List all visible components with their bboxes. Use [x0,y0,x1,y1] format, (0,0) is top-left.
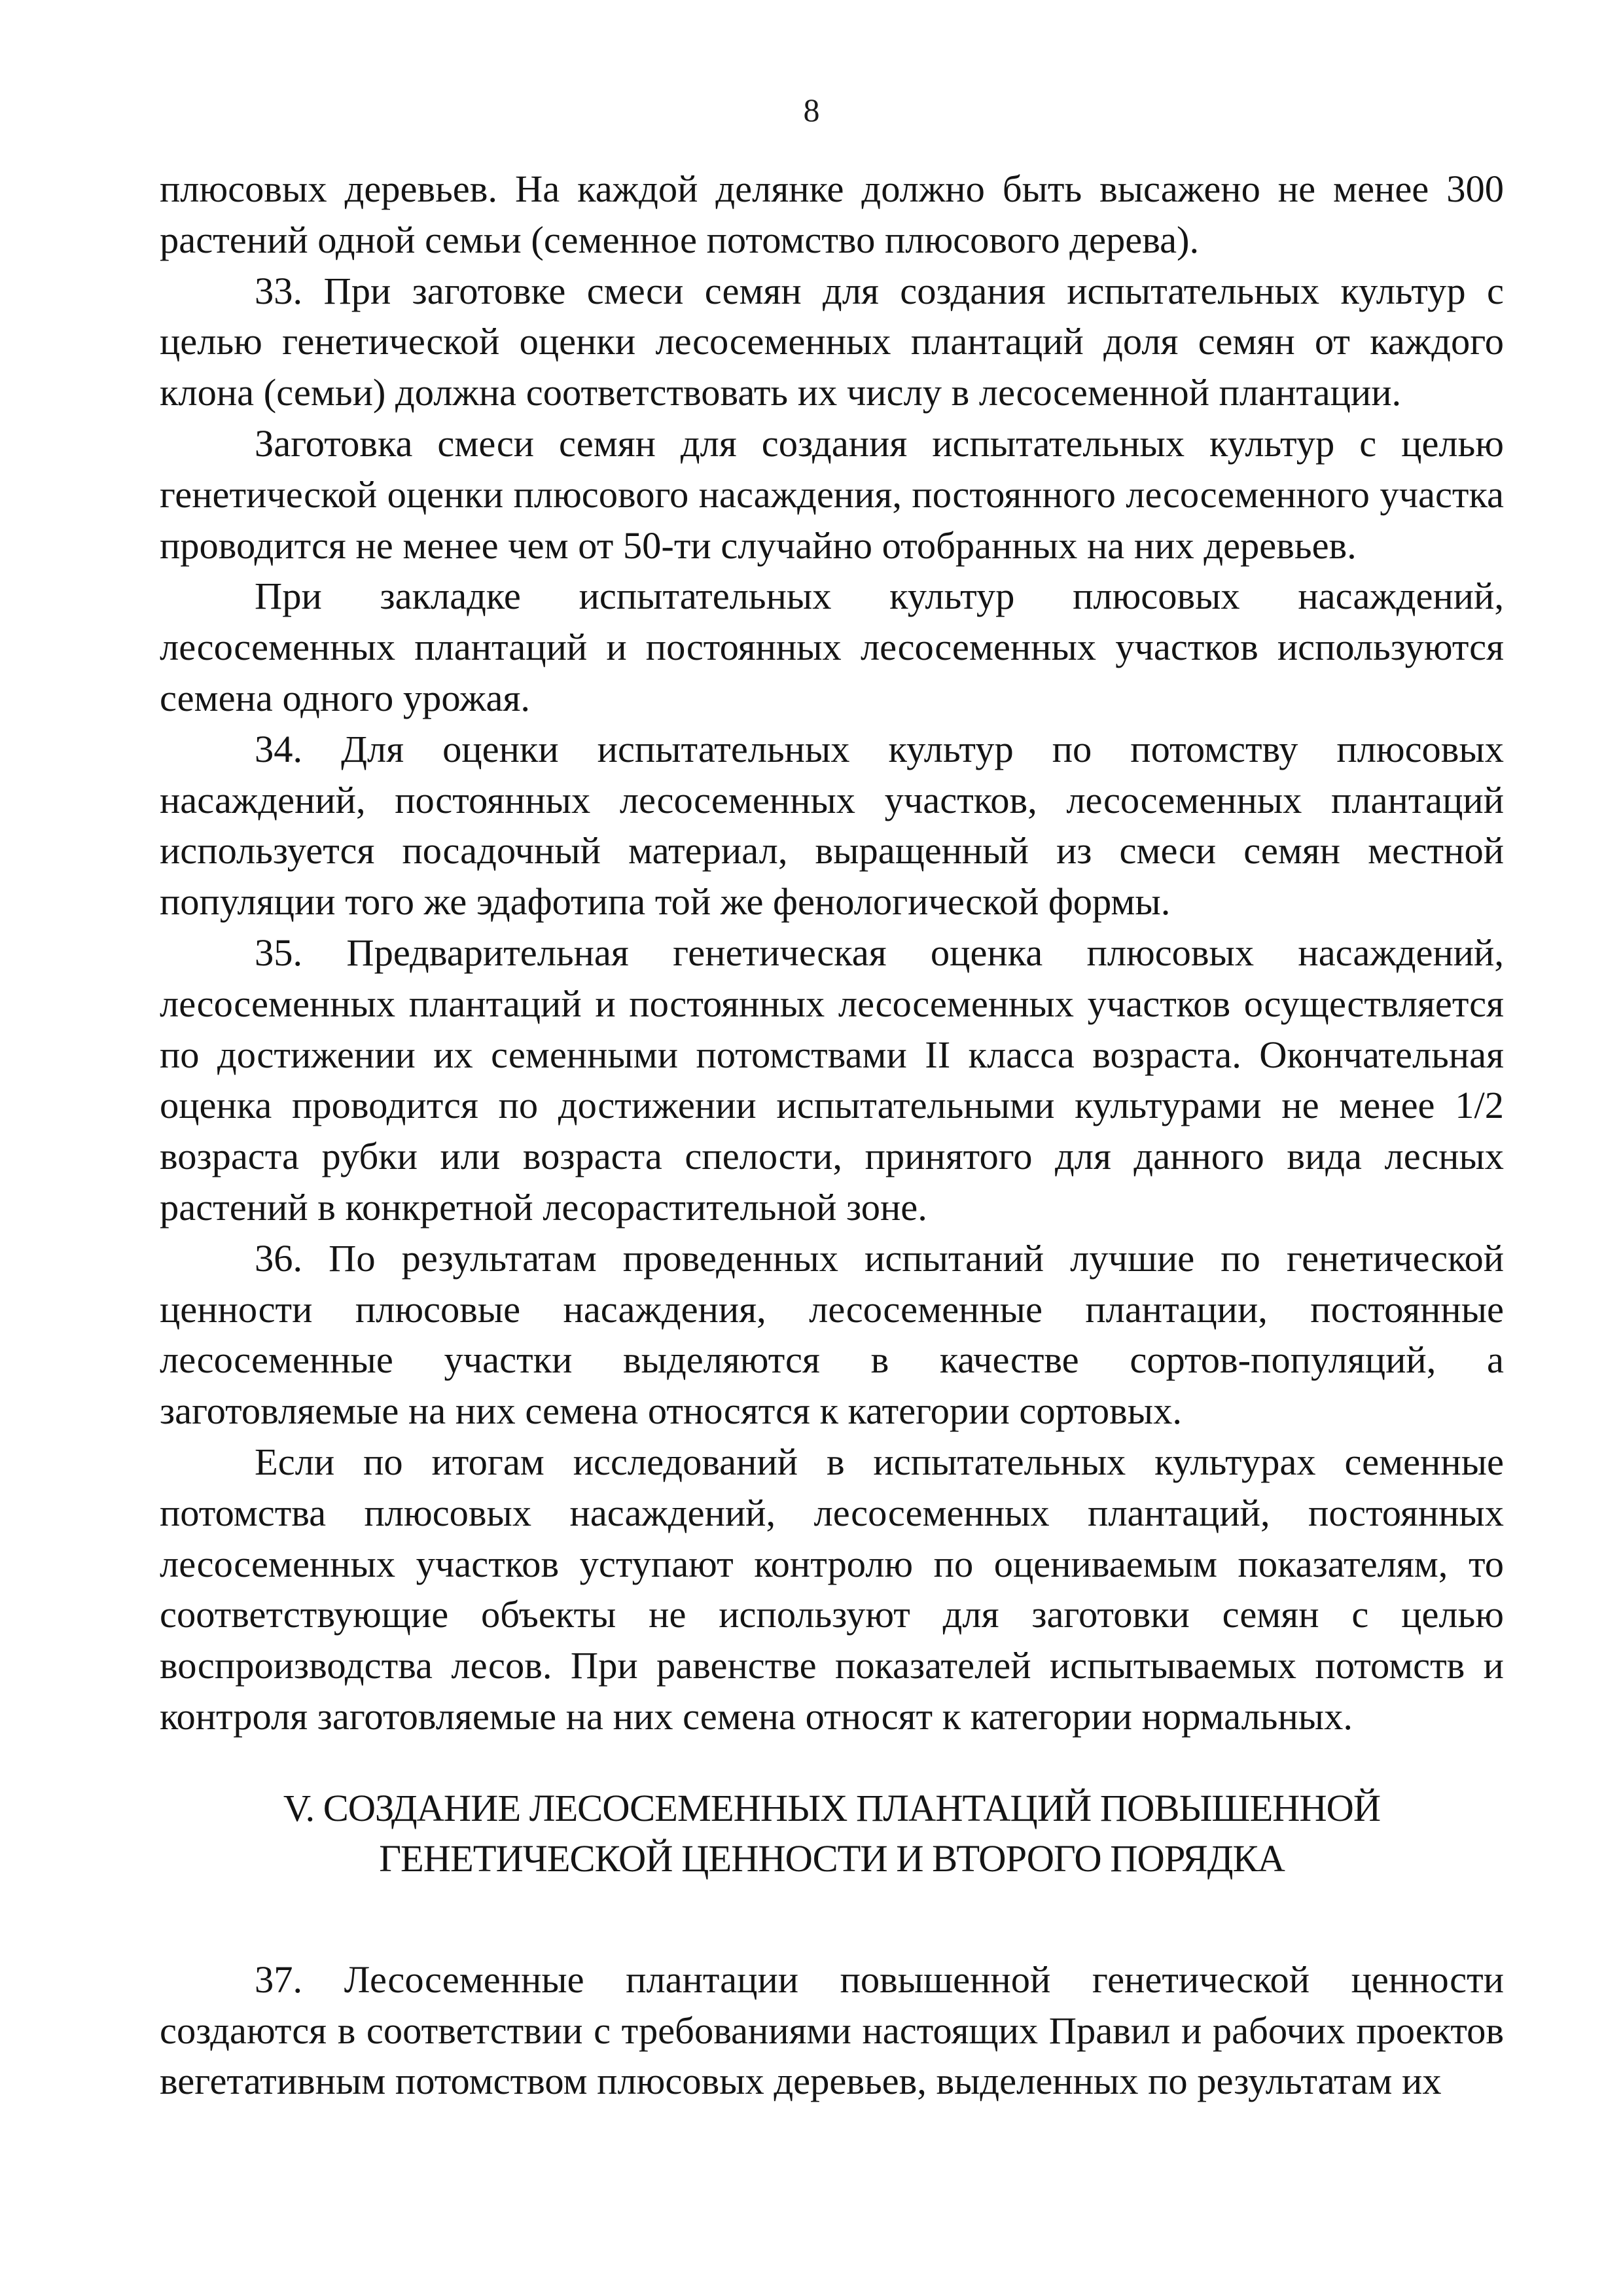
paragraph-36: 36. По результатам проведенных испытаний лучшие по генетической ценности плюсовые насаждения, лесосеменные плантации, постоянные лесосеменные участки выделяются в качестве сортов-популяций, а заготовляемые на них семена относятся к категории сортовых. [160,1236,1504,1433]
paragraph: Заготовка смеси семян для создания испытательных культур с целью генетической оценки плюсового насаждения, постоянного лесосеменного участка проводится не менее чем от 50-ти случайно отобранных на них деревьев. [160,422,1504,567]
page-number: 8 [803,92,820,128]
section-heading-line-1: V. СОЗДАНИЕ ЛЕСОСЕМЕННЫХ ПЛАНТАЦИЙ ПОВЫШЕННОЙ [283,1786,1381,1829]
paragraph: плюсовых деревьев. На каждой делянке должно быть высажено не менее 300 растений одной семьи (семенное потомство плюсового дерева). [160,168,1504,261]
paragraph-34: 34. Для оценки испытательных культур по потомству плюсовых насаждений, постоянных лесосеменных участков, лесосеменных плантаций используется посадочный материал, выращенный из смеси семян местной популяции того же эдафотипа той же фенологической формы. [160,727,1504,924]
paragraph: При закладке испытательных культур плюсовых насаждений, лесосеменных плантаций и постоянных лесосеменных участков используются семена одного урожая. [160,575,1504,719]
paragraph-33: 33. При заготовке смеси семян для создания испытательных культур с целью генетической оценки лесосеменных плантаций доля семян от каждого клона (семьи) должна соответствовать их числу в лесосеменной плантации. [160,269,1504,414]
document-body [160,164,1504,2107]
paragraph: Если по итогам исследований в испытательных культурах семенные потомства плюсовых насаждений, лесосеменных плантаций, постоянных лесосеменных участков уступают контролю по оцениваемым показателям, то соответствующие объекты не используют для заготовки семян с целью воспроизводства лесов. При равенстве показателей испытываемых потомств и контроля заготовляемые на них семена относят к категории нормальных. [160,1440,1504,1738]
paragraph-37: 37. Лесосеменные плантации повышенной генетической ценности создаются в соответствии с требованиями настоящих Правил и рабочих проектов вегетативным потомством плюсовых деревьев, выделенных по результатам их [160,1958,1504,2103]
section-heading-line-2: ГЕНЕТИЧЕСКОЙ ЦЕННОСТИ И ВТОРОГО ПОРЯДКА [379,1837,1285,1880]
paragraph-35: 35. Предварительная генетическая оценка плюсовых насаждений, лесосеменных плантаций и постоянных лесосеменных участков осуществляется по достижении их семенными потомствами II класса возраста. Окончательная оценка проводится по достижении испытательными культурами не менее 1/2 возраста рубки или возраста спелости, принятого для данного вида лесных растений в конкретной лесорастительной зоне. [160,931,1504,1229]
section-heading [160,1783,1504,1884]
